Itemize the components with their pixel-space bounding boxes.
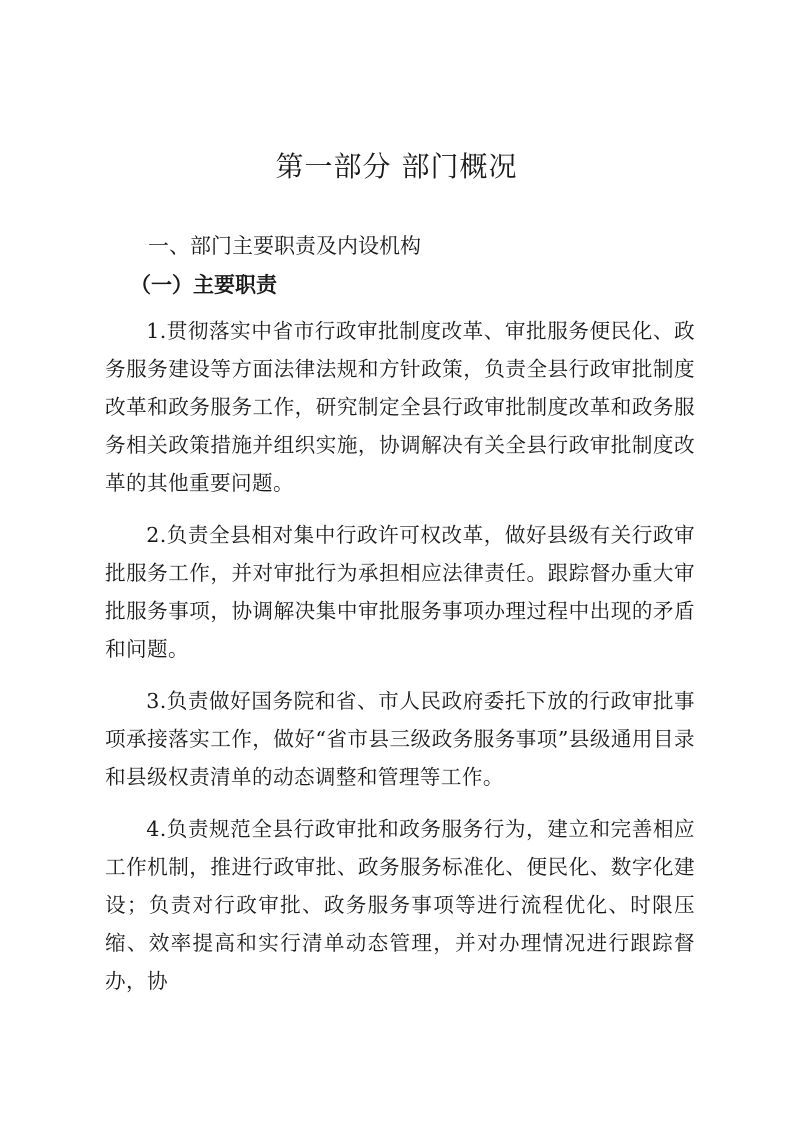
page-title: 第一部分 部门概况 — [275, 150, 518, 183]
paragraph-4: 4.负责规范全县行政审批和政务服务行为，建立和完善相应工作机制，推进行政审批、政务服务标准化、便民化、数字化建设；负责对行政审批、政务服务事项等进行流程优化、时限压缩、效率提高和实行清单动态管理，并对办理情况进行跟踪督办，协 — [105, 817, 695, 993]
paragraph-1: 1.贯彻落实中省市行政审批制度改革、审批服务便民化、政务服务建设等方面法律法规和方针政策，负责全县行政审批制度改革和政务服务工作，研究制定全县行政审批制度改革和政务服务相关政策措施并组织实施，协调解决有关全县行政审批制度改革的其他重要问题。 — [105, 319, 695, 495]
paragraph-3: 3.负责做好国务院和省、市人民政府委托下放的行政审批事项承接落实工作，做好“省市县三级政务服务事项”县级通用目录和县级权责清单的动态调整和管理等工作。 — [105, 689, 695, 789]
paragraph-2: 2.负责全县相对集中行政许可权改革，做好县级有关行政审批服务工作，并对审批行为承担相应法律责任。跟踪督办重大审批服务事项，协调解决集中审批服务事项办理过程中出现的矛盾和问题。 — [105, 523, 695, 661]
body-text — [105, 312, 695, 1014]
section-heading: 一、部门主要职责及内设机构 — [148, 234, 421, 258]
sub-heading: （一）主要职责 — [130, 272, 277, 297]
